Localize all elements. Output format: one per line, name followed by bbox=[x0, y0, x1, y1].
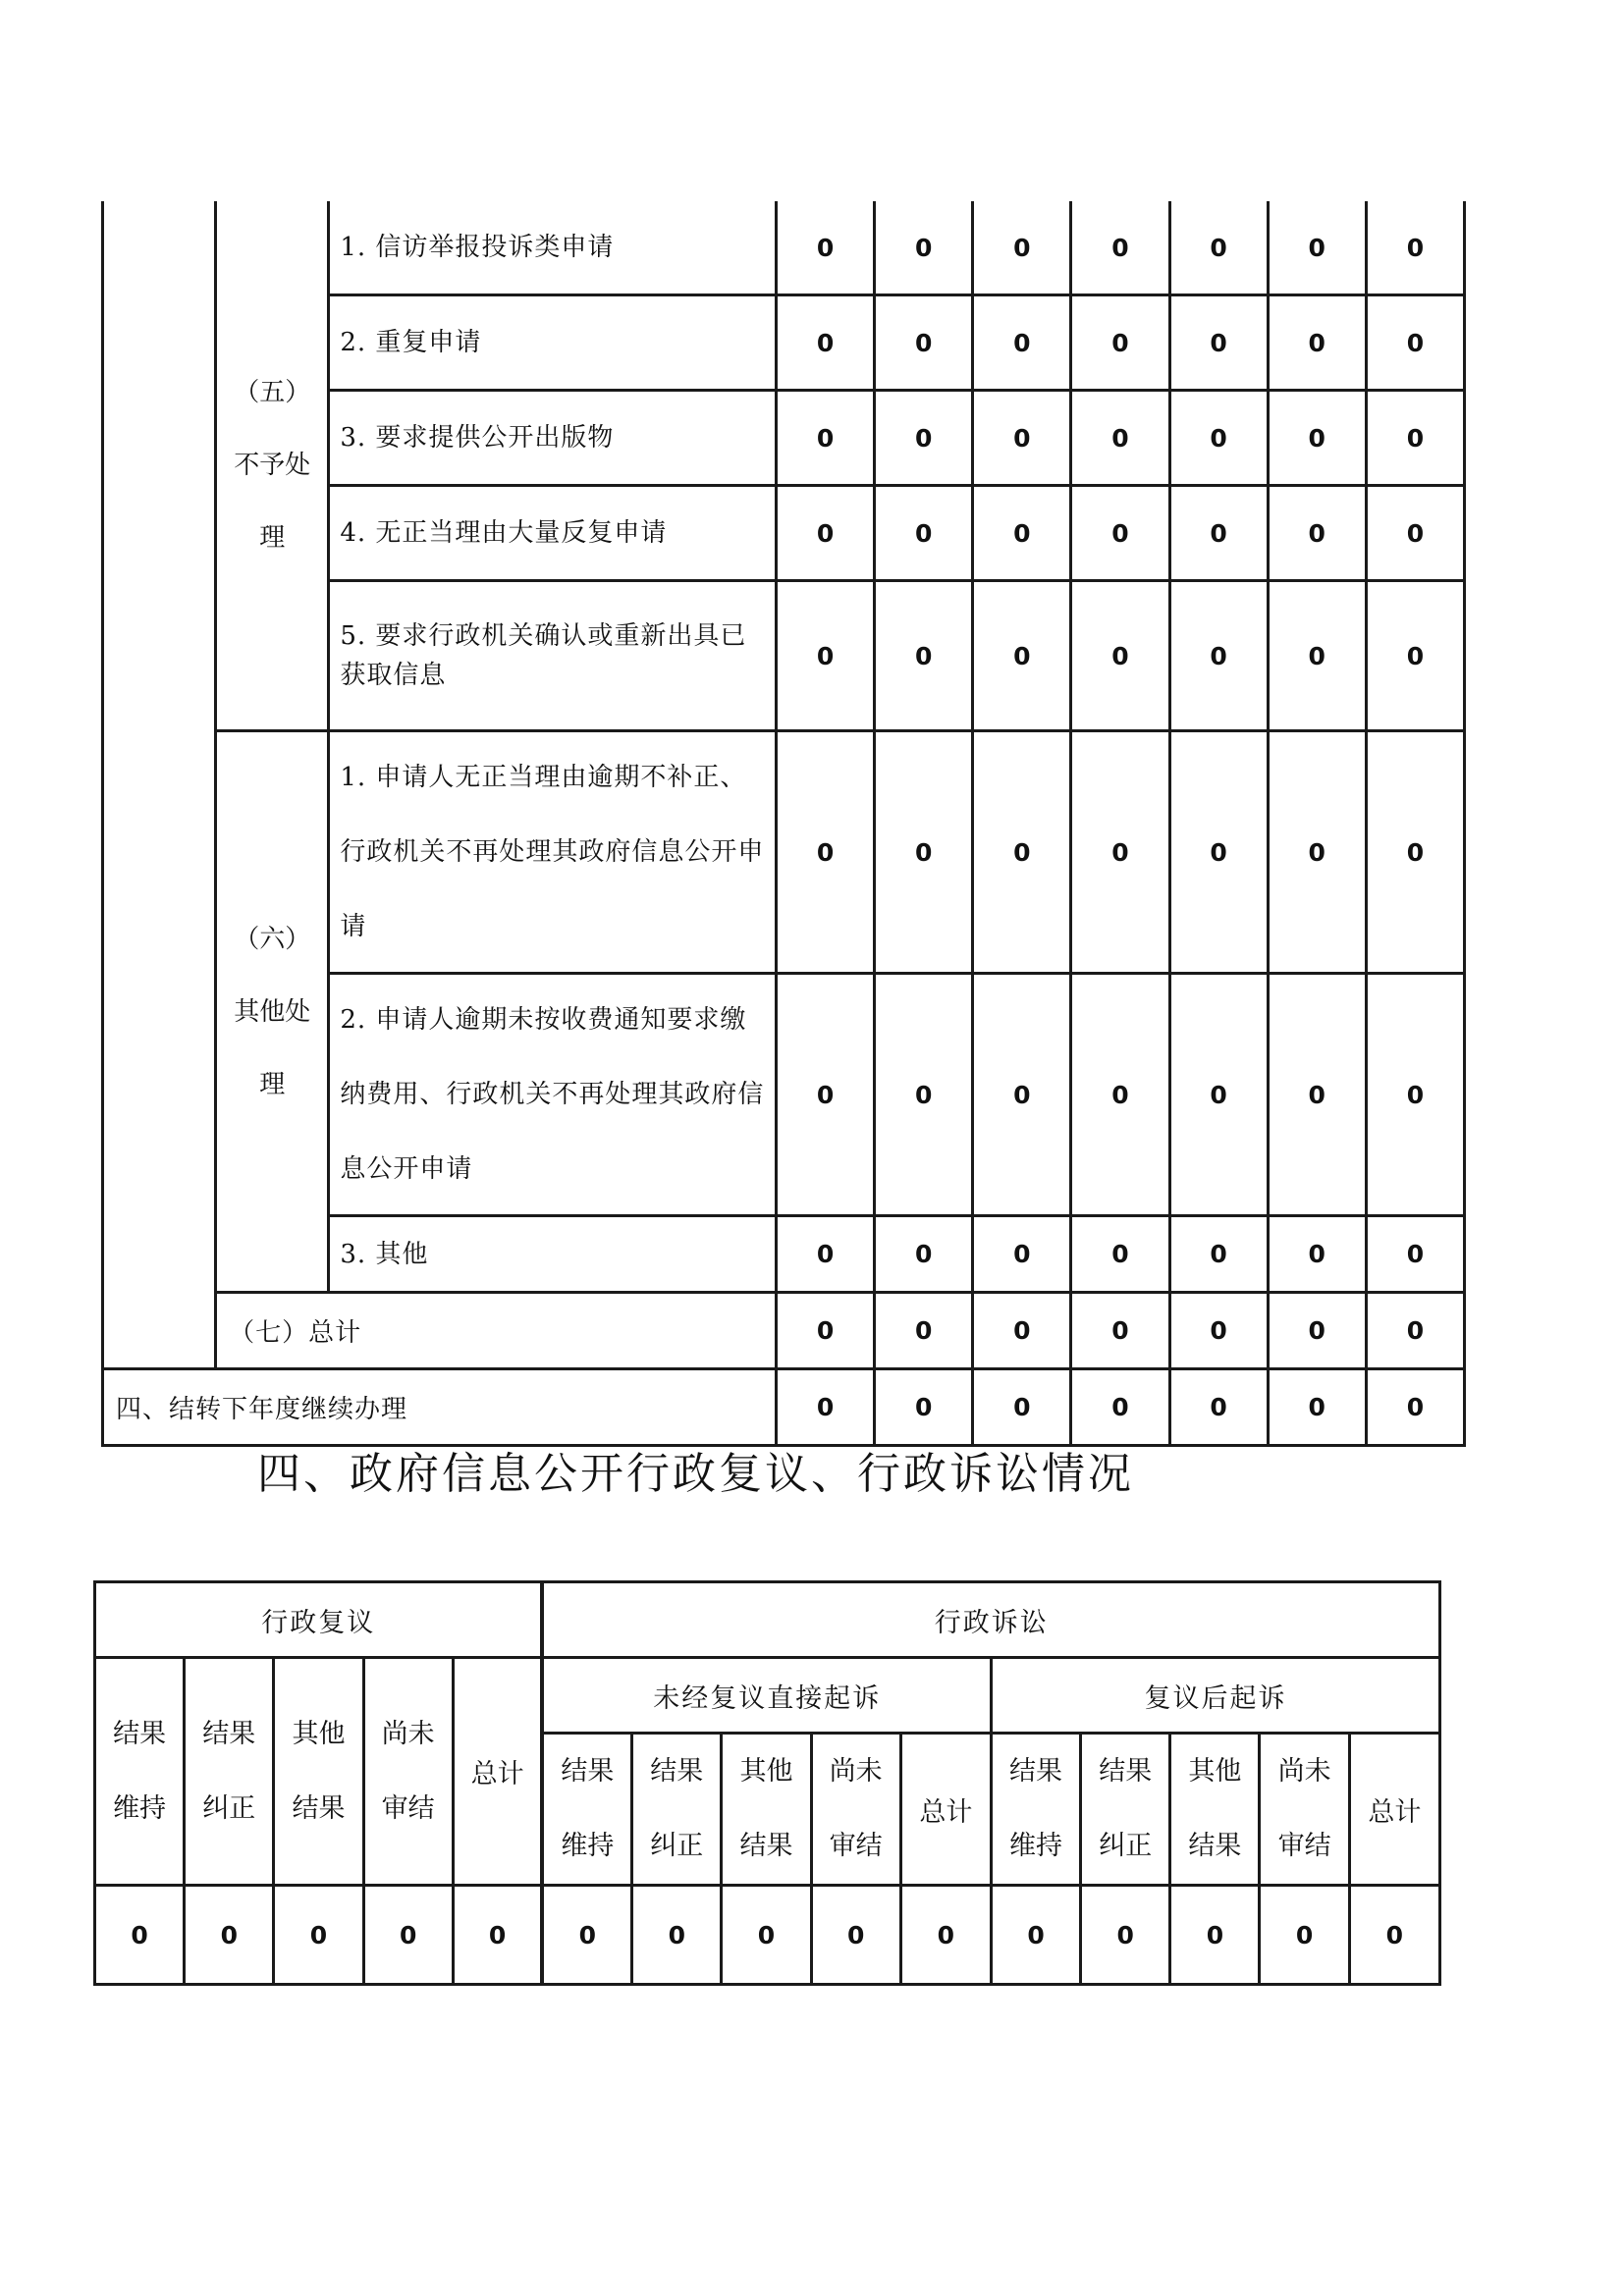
row-label: 3. 其他 bbox=[329, 1216, 777, 1293]
value-cell: 0 bbox=[1366, 974, 1464, 1216]
value-cell: 0 bbox=[1366, 1216, 1464, 1293]
value-cell: 0 bbox=[875, 581, 973, 731]
value-cell: 0 bbox=[1268, 974, 1366, 1216]
section-heading: 四、政府信息公开行政复议、行政诉讼情况 bbox=[257, 1449, 1134, 1499]
row-label: 2. 重复申请 bbox=[329, 295, 777, 391]
value-cell: 0 bbox=[1071, 581, 1169, 731]
value-cell: 0 bbox=[973, 391, 1071, 486]
group5-label: （五）不予处理 bbox=[216, 201, 329, 731]
value-cell: 0 bbox=[1268, 1293, 1366, 1369]
value-cell: 0 bbox=[776, 295, 874, 391]
value-cell: 0 bbox=[1169, 391, 1268, 486]
value-cell: 0 bbox=[1071, 486, 1169, 581]
value-cell: 0 bbox=[632, 1886, 722, 1985]
value-cell: 0 bbox=[776, 486, 874, 581]
value-cell: 0 bbox=[875, 731, 973, 974]
review-other-header: 其他 结果 bbox=[274, 1658, 363, 1886]
row-label: 3. 要求提供公开出版物 bbox=[329, 391, 777, 486]
value-cell: 0 bbox=[1081, 1886, 1170, 1985]
value-cell: 0 bbox=[776, 581, 874, 731]
value-cell: 0 bbox=[1366, 731, 1464, 974]
value-cell: 0 bbox=[991, 1886, 1080, 1985]
value-cell: 0 bbox=[185, 1886, 274, 1985]
review-maintain-header: 结果 维持 bbox=[95, 1658, 185, 1886]
value-cell: 0 bbox=[776, 974, 874, 1216]
after-maintain-header: 结果 维持 bbox=[991, 1734, 1080, 1886]
review-litigation-table bbox=[93, 1580, 1441, 1986]
table-row bbox=[103, 201, 1465, 295]
row-label: 2. 申请人逾期未按收费通知要求缴纳费用、行政机关不再处理其政府信息公开申请 bbox=[329, 974, 777, 1216]
value-cell: 0 bbox=[1366, 295, 1464, 391]
value-cell: 0 bbox=[1071, 201, 1169, 295]
value-cell: 0 bbox=[1349, 1886, 1439, 1985]
value-cell: 0 bbox=[776, 731, 874, 974]
value-cell: 0 bbox=[722, 1886, 811, 1985]
value-cell: 0 bbox=[1071, 295, 1169, 391]
value-cell: 0 bbox=[1366, 486, 1464, 581]
value-cell: 0 bbox=[1169, 201, 1268, 295]
value-cell: 0 bbox=[776, 1369, 874, 1446]
direct-other-header: 其他 结果 bbox=[722, 1734, 811, 1886]
value-cell: 0 bbox=[973, 295, 1071, 391]
value-cell: 0 bbox=[1071, 391, 1169, 486]
direct-suit-header: 未经复议直接起诉 bbox=[542, 1658, 991, 1734]
after-other-header: 其他 结果 bbox=[1170, 1734, 1260, 1886]
review-correct-header: 结果 纠正 bbox=[185, 1658, 274, 1886]
value-cell: 0 bbox=[973, 974, 1071, 1216]
value-cell: 0 bbox=[875, 295, 973, 391]
value-cell: 0 bbox=[973, 1216, 1071, 1293]
value-cell: 0 bbox=[1071, 731, 1169, 974]
review-total-header: 总计 bbox=[453, 1658, 542, 1886]
value-cell: 0 bbox=[1169, 486, 1268, 581]
value-cell: 0 bbox=[875, 201, 973, 295]
carry-over-label: 四、结转下年度继续办理 bbox=[103, 1369, 777, 1446]
value-cell: 0 bbox=[1366, 201, 1464, 295]
value-cell: 0 bbox=[1169, 1369, 1268, 1446]
value-cell: 0 bbox=[900, 1886, 991, 1985]
value-cell: 0 bbox=[1169, 1293, 1268, 1369]
value-cell: 0 bbox=[776, 1293, 874, 1369]
value-cell: 0 bbox=[1268, 391, 1366, 486]
admin-litigation-header: 行政诉讼 bbox=[542, 1582, 1439, 1658]
value-cell: 0 bbox=[274, 1886, 363, 1985]
value-cell: 0 bbox=[875, 486, 973, 581]
value-cell: 0 bbox=[1268, 1216, 1366, 1293]
after-pending-header: 尚未 审结 bbox=[1260, 1734, 1349, 1886]
total-row bbox=[103, 1293, 1465, 1369]
value-cell: 0 bbox=[875, 391, 973, 486]
direct-total-header: 总计 bbox=[900, 1734, 991, 1886]
value-cell: 0 bbox=[95, 1886, 185, 1985]
row-label: 1. 信访举报投诉类申请 bbox=[329, 201, 777, 295]
outer-blank-cell bbox=[103, 201, 216, 1369]
value-cell: 0 bbox=[973, 486, 1071, 581]
value-cell: 0 bbox=[1071, 1216, 1169, 1293]
value-cell: 0 bbox=[875, 1293, 973, 1369]
disclosure-handling-table bbox=[101, 201, 1466, 1447]
value-cell: 0 bbox=[1169, 295, 1268, 391]
value-cell: 0 bbox=[1268, 486, 1366, 581]
value-cell: 0 bbox=[542, 1886, 631, 1985]
value-cell: 0 bbox=[973, 731, 1071, 974]
review-pending-header: 尚未 审结 bbox=[363, 1658, 453, 1886]
value-cell: 0 bbox=[776, 1216, 874, 1293]
value-cell: 0 bbox=[1169, 731, 1268, 974]
value-cell: 0 bbox=[776, 201, 874, 295]
direct-maintain-header: 结果 维持 bbox=[542, 1734, 631, 1886]
value-cell: 0 bbox=[875, 974, 973, 1216]
value-cell: 0 bbox=[1268, 1369, 1366, 1446]
value-cell: 0 bbox=[1071, 1369, 1169, 1446]
value-cell: 0 bbox=[1169, 581, 1268, 731]
value-cell: 0 bbox=[1071, 1293, 1169, 1369]
review-litigation-values-row bbox=[95, 1886, 1440, 1985]
value-cell: 0 bbox=[811, 1886, 900, 1985]
value-cell: 0 bbox=[1366, 581, 1464, 731]
value-cell: 0 bbox=[1170, 1886, 1260, 1985]
row-label: 5. 要求行政机关确认或重新出具已获取信息 bbox=[329, 581, 777, 731]
total-label: （七）总计 bbox=[216, 1293, 777, 1369]
value-cell: 0 bbox=[973, 1369, 1071, 1446]
group6-label: （六）其他处理 bbox=[216, 731, 329, 1293]
value-cell: 0 bbox=[1071, 974, 1169, 1216]
direct-correct-header: 结果 纠正 bbox=[632, 1734, 722, 1886]
value-cell: 0 bbox=[1268, 201, 1366, 295]
value-cell: 0 bbox=[973, 201, 1071, 295]
carry-over-row bbox=[103, 1369, 1465, 1446]
after-total-header: 总计 bbox=[1349, 1734, 1439, 1886]
value-cell: 0 bbox=[1169, 974, 1268, 1216]
row-label: 4. 无正当理由大量反复申请 bbox=[329, 486, 777, 581]
value-cell: 0 bbox=[1366, 391, 1464, 486]
after-review-header: 复议后起诉 bbox=[991, 1658, 1439, 1734]
admin-review-header: 行政复议 bbox=[95, 1582, 543, 1658]
value-cell: 0 bbox=[875, 1369, 973, 1446]
direct-pending-header: 尚未 审结 bbox=[811, 1734, 900, 1886]
value-cell: 0 bbox=[973, 581, 1071, 731]
value-cell: 0 bbox=[1366, 1293, 1464, 1369]
value-cell: 0 bbox=[1366, 1369, 1464, 1446]
value-cell: 0 bbox=[363, 1886, 453, 1985]
value-cell: 0 bbox=[875, 1216, 973, 1293]
value-cell: 0 bbox=[776, 391, 874, 486]
row-label: 1. 申请人无正当理由逾期不补正、行政机关不再处理其政府信息公开申请 bbox=[329, 731, 777, 974]
value-cell: 0 bbox=[1169, 1216, 1268, 1293]
value-cell: 0 bbox=[1268, 295, 1366, 391]
table-row bbox=[103, 731, 1465, 974]
value-cell: 0 bbox=[1260, 1886, 1349, 1985]
value-cell: 0 bbox=[973, 1293, 1071, 1369]
value-cell: 0 bbox=[1268, 731, 1366, 974]
after-correct-header: 结果 纠正 bbox=[1081, 1734, 1170, 1886]
value-cell: 0 bbox=[453, 1886, 542, 1985]
value-cell: 0 bbox=[1268, 581, 1366, 731]
